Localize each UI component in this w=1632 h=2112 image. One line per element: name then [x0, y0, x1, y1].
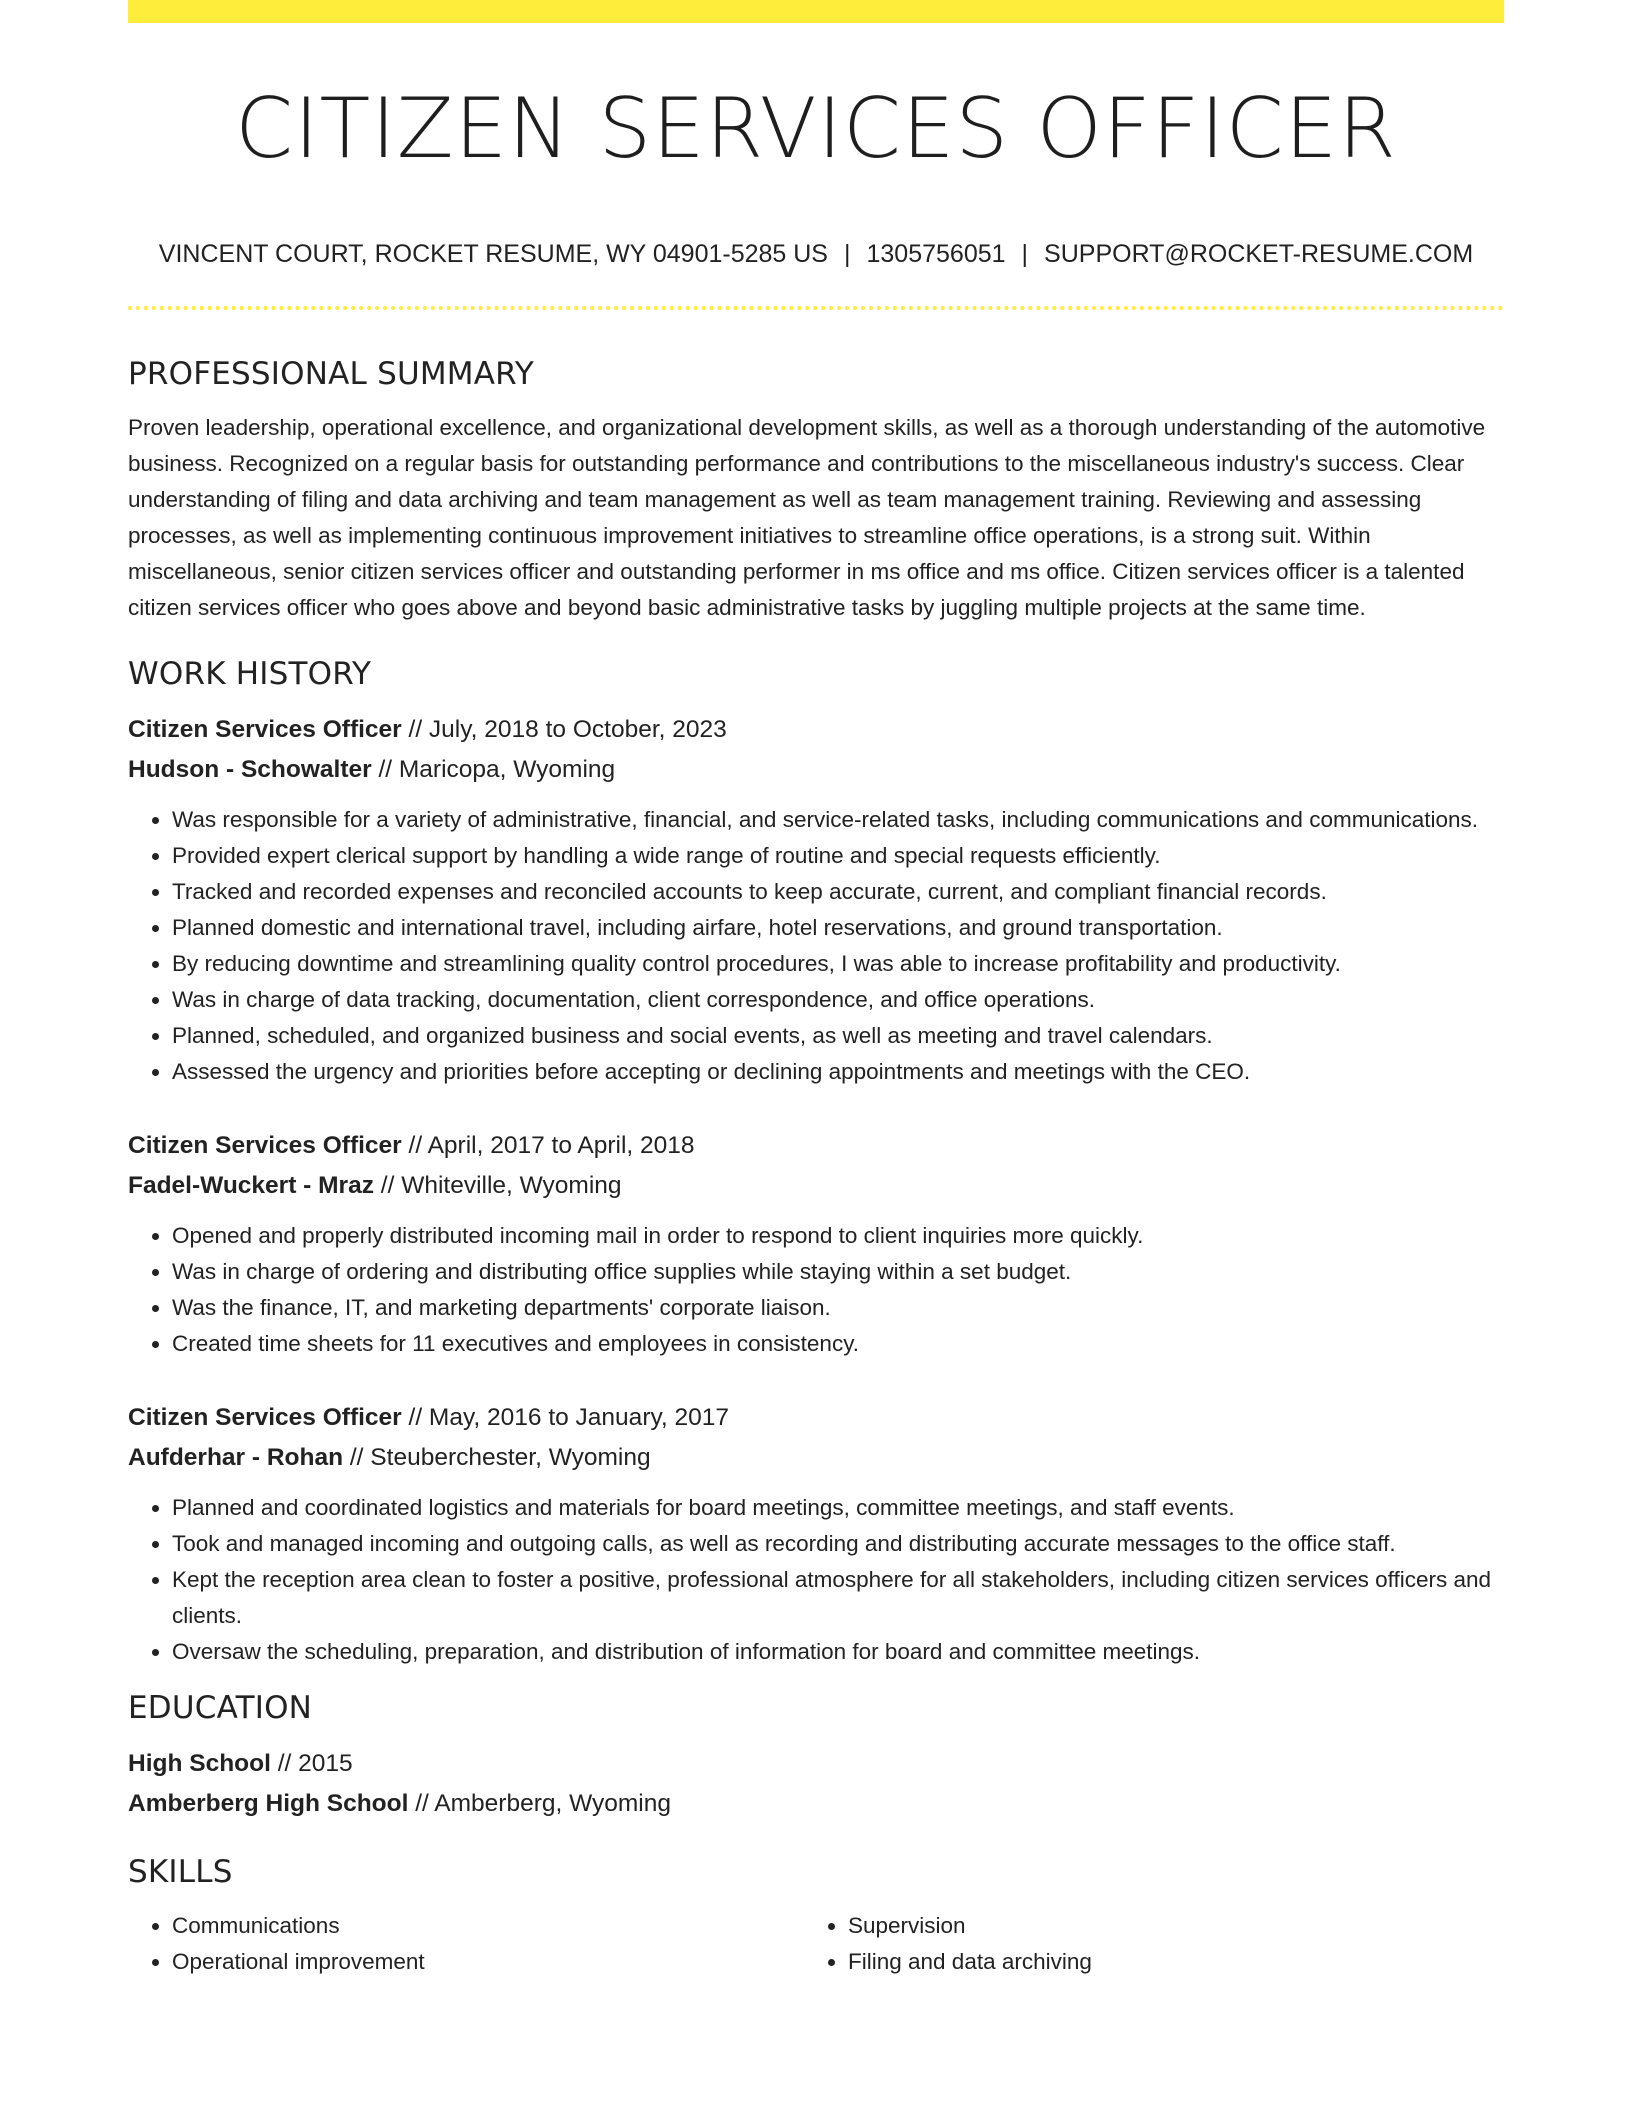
list-item: • Assessed the urgency and priorities before accepting or declining appointments and meetings with the CEO. [172, 1054, 1504, 1090]
list-item: • Created time sheets for 11 executives and employees in consistency. [172, 1326, 1504, 1362]
page-title: CITIZEN SERVICES OFFICER [235, 80, 1397, 177]
job-title: Citizen Services Officer [128, 1132, 402, 1159]
job-location: // Whiteville, Wyoming [373, 1172, 622, 1199]
job-location: // Maricopa, Wyoming [371, 756, 616, 783]
job-bullets [128, 1218, 1504, 1362]
contact-separator: | [1021, 240, 1029, 268]
contact-address: VINCENT COURT, ROCKET RESUME, WY 04901-5285 US [158, 240, 828, 268]
job-entry [128, 710, 1504, 1090]
list-item: • Opened and properly distributed incoming mail in order to respond to client inquiries more quickly. [172, 1218, 1504, 1254]
list-item: • Planned, scheduled, and organized business and social events, as well as meeting and travel calendars. [172, 1018, 1504, 1054]
job-dates: // July, 2018 to October, 2023 [401, 716, 727, 743]
contact-line [128, 240, 1504, 269]
list-item: • Was in charge of ordering and distributing office supplies while staying within a set budget. [172, 1254, 1504, 1290]
job-title: Citizen Services Officer [128, 716, 402, 743]
resume-sections [128, 356, 1504, 1980]
list-item: • Supervision [848, 1908, 1480, 1944]
job-entry [128, 1126, 1504, 1362]
job-dates: // April, 2017 to April, 2018 [401, 1132, 695, 1159]
list-item: • Oversaw the scheduling, preparation, and distribution of information for board and committee meetings. [172, 1634, 1504, 1670]
work-history-section [128, 656, 1504, 1670]
job-company-line [128, 750, 1504, 790]
job-company-line [128, 1166, 1504, 1206]
list-item: • Provided expert clerical support by handling a wide range of routine and special requests efficiently. [172, 838, 1504, 874]
job-location: // Steuberchester, Wyoming [343, 1444, 651, 1471]
list-item: • Kept the reception area clean to foster a positive, professional atmosphere for all stakeholders, including citizen services officers and clients. [172, 1562, 1504, 1634]
education-location: // Amberberg, Wyoming [408, 1790, 671, 1817]
education-heading: EDUCATION [128, 1690, 313, 1726]
summary-heading: PROFESSIONAL SUMMARY [128, 356, 535, 392]
list-item: • Took and managed incoming and outgoing calls, as well as recording and distributing accurate messages to the office staff. [172, 1526, 1504, 1562]
summary-text: Proven leadership, operational excellence, and organizational development skills, as well as a thorough understanding of the automotive business. Recognized on a regular basis for outstanding performance and contributions to the miscellaneous industry's success. Clear understanding of filing and data archiving and team management as well as team management training. Reviewing and assessing processes, as well as implementing continuous improvement initiatives to streamline office operations, is a strong suit. Within miscellaneous, senior citizen services officer and outstanding performer in ms office and ms office. Citizen services officer is a talented citizen services officer who goes above and beyond basic administrative tasks by juggling multiple projects at the same time. [128, 415, 1486, 620]
skills-columns [128, 1908, 1504, 1980]
job-company: Aufderhar - Rohan [128, 1444, 344, 1471]
contact-separator: | [844, 240, 851, 268]
list-item: • Was responsible for a variety of administrative, financial, and service-related tasks, including communications and communications. [172, 802, 1504, 838]
skills-right-list [804, 1908, 1480, 1980]
job-title-line [128, 710, 1504, 750]
job-bullets [128, 1490, 1504, 1670]
list-item: • Communications [172, 1908, 804, 1944]
job-bullets [128, 802, 1504, 1090]
list-item: • Planned and coordinated logistics and materials for board meetings, committee meetings, and staff events. [172, 1490, 1504, 1526]
education-year: // 2015 [270, 1750, 353, 1777]
contact-phone: 1305756051 [866, 240, 1006, 268]
list-item: • Operational improvement [172, 1944, 804, 1980]
list-item: • Tracked and recorded expenses and reconciled accounts to keep accurate, current, and compliant financial records. [172, 874, 1504, 910]
list-item: • Filing and data archiving [848, 1944, 1480, 1980]
skills-heading: SKILLS [128, 1854, 233, 1890]
education-school-line [128, 1784, 1504, 1824]
work-history-heading: WORK HISTORY [128, 656, 372, 692]
job-company: Hudson - Schowalter [128, 756, 372, 783]
list-item: • By reducing downtime and streamlining quality control procedures, I was able to increase profitability and productivity. [172, 946, 1504, 982]
job-entry [128, 1398, 1504, 1670]
list-item: • Was the finance, IT, and marketing departments' corporate liaison. [172, 1290, 1504, 1326]
job-title: Citizen Services Officer [128, 1404, 402, 1431]
job-title-line [128, 1398, 1504, 1438]
summary-section [128, 356, 1504, 626]
list-item: • Was in charge of data tracking, documentation, client correspondence, and office operations. [172, 982, 1504, 1018]
education-school: Amberberg High School [128, 1790, 409, 1817]
list-item: • Planned domestic and international travel, including airfare, hotel reservations, and ground transportation. [172, 910, 1504, 946]
education-degree: High School [128, 1750, 271, 1777]
accent-top-bar [128, 0, 1504, 23]
education-degree-line [128, 1744, 1504, 1784]
skills-section [128, 1854, 1504, 1980]
contact-email: SUPPORT@ROCKET-RESUME.COM [1044, 240, 1474, 268]
dotted-divider [128, 306, 1504, 310]
education-section [128, 1690, 1504, 1824]
job-company: Fadel-Wuckert - Mraz [128, 1172, 374, 1199]
skills-left-list [128, 1908, 804, 1980]
job-company-line [128, 1438, 1504, 1478]
job-title-line [128, 1126, 1504, 1166]
job-dates: // May, 2016 to January, 2017 [401, 1404, 730, 1431]
